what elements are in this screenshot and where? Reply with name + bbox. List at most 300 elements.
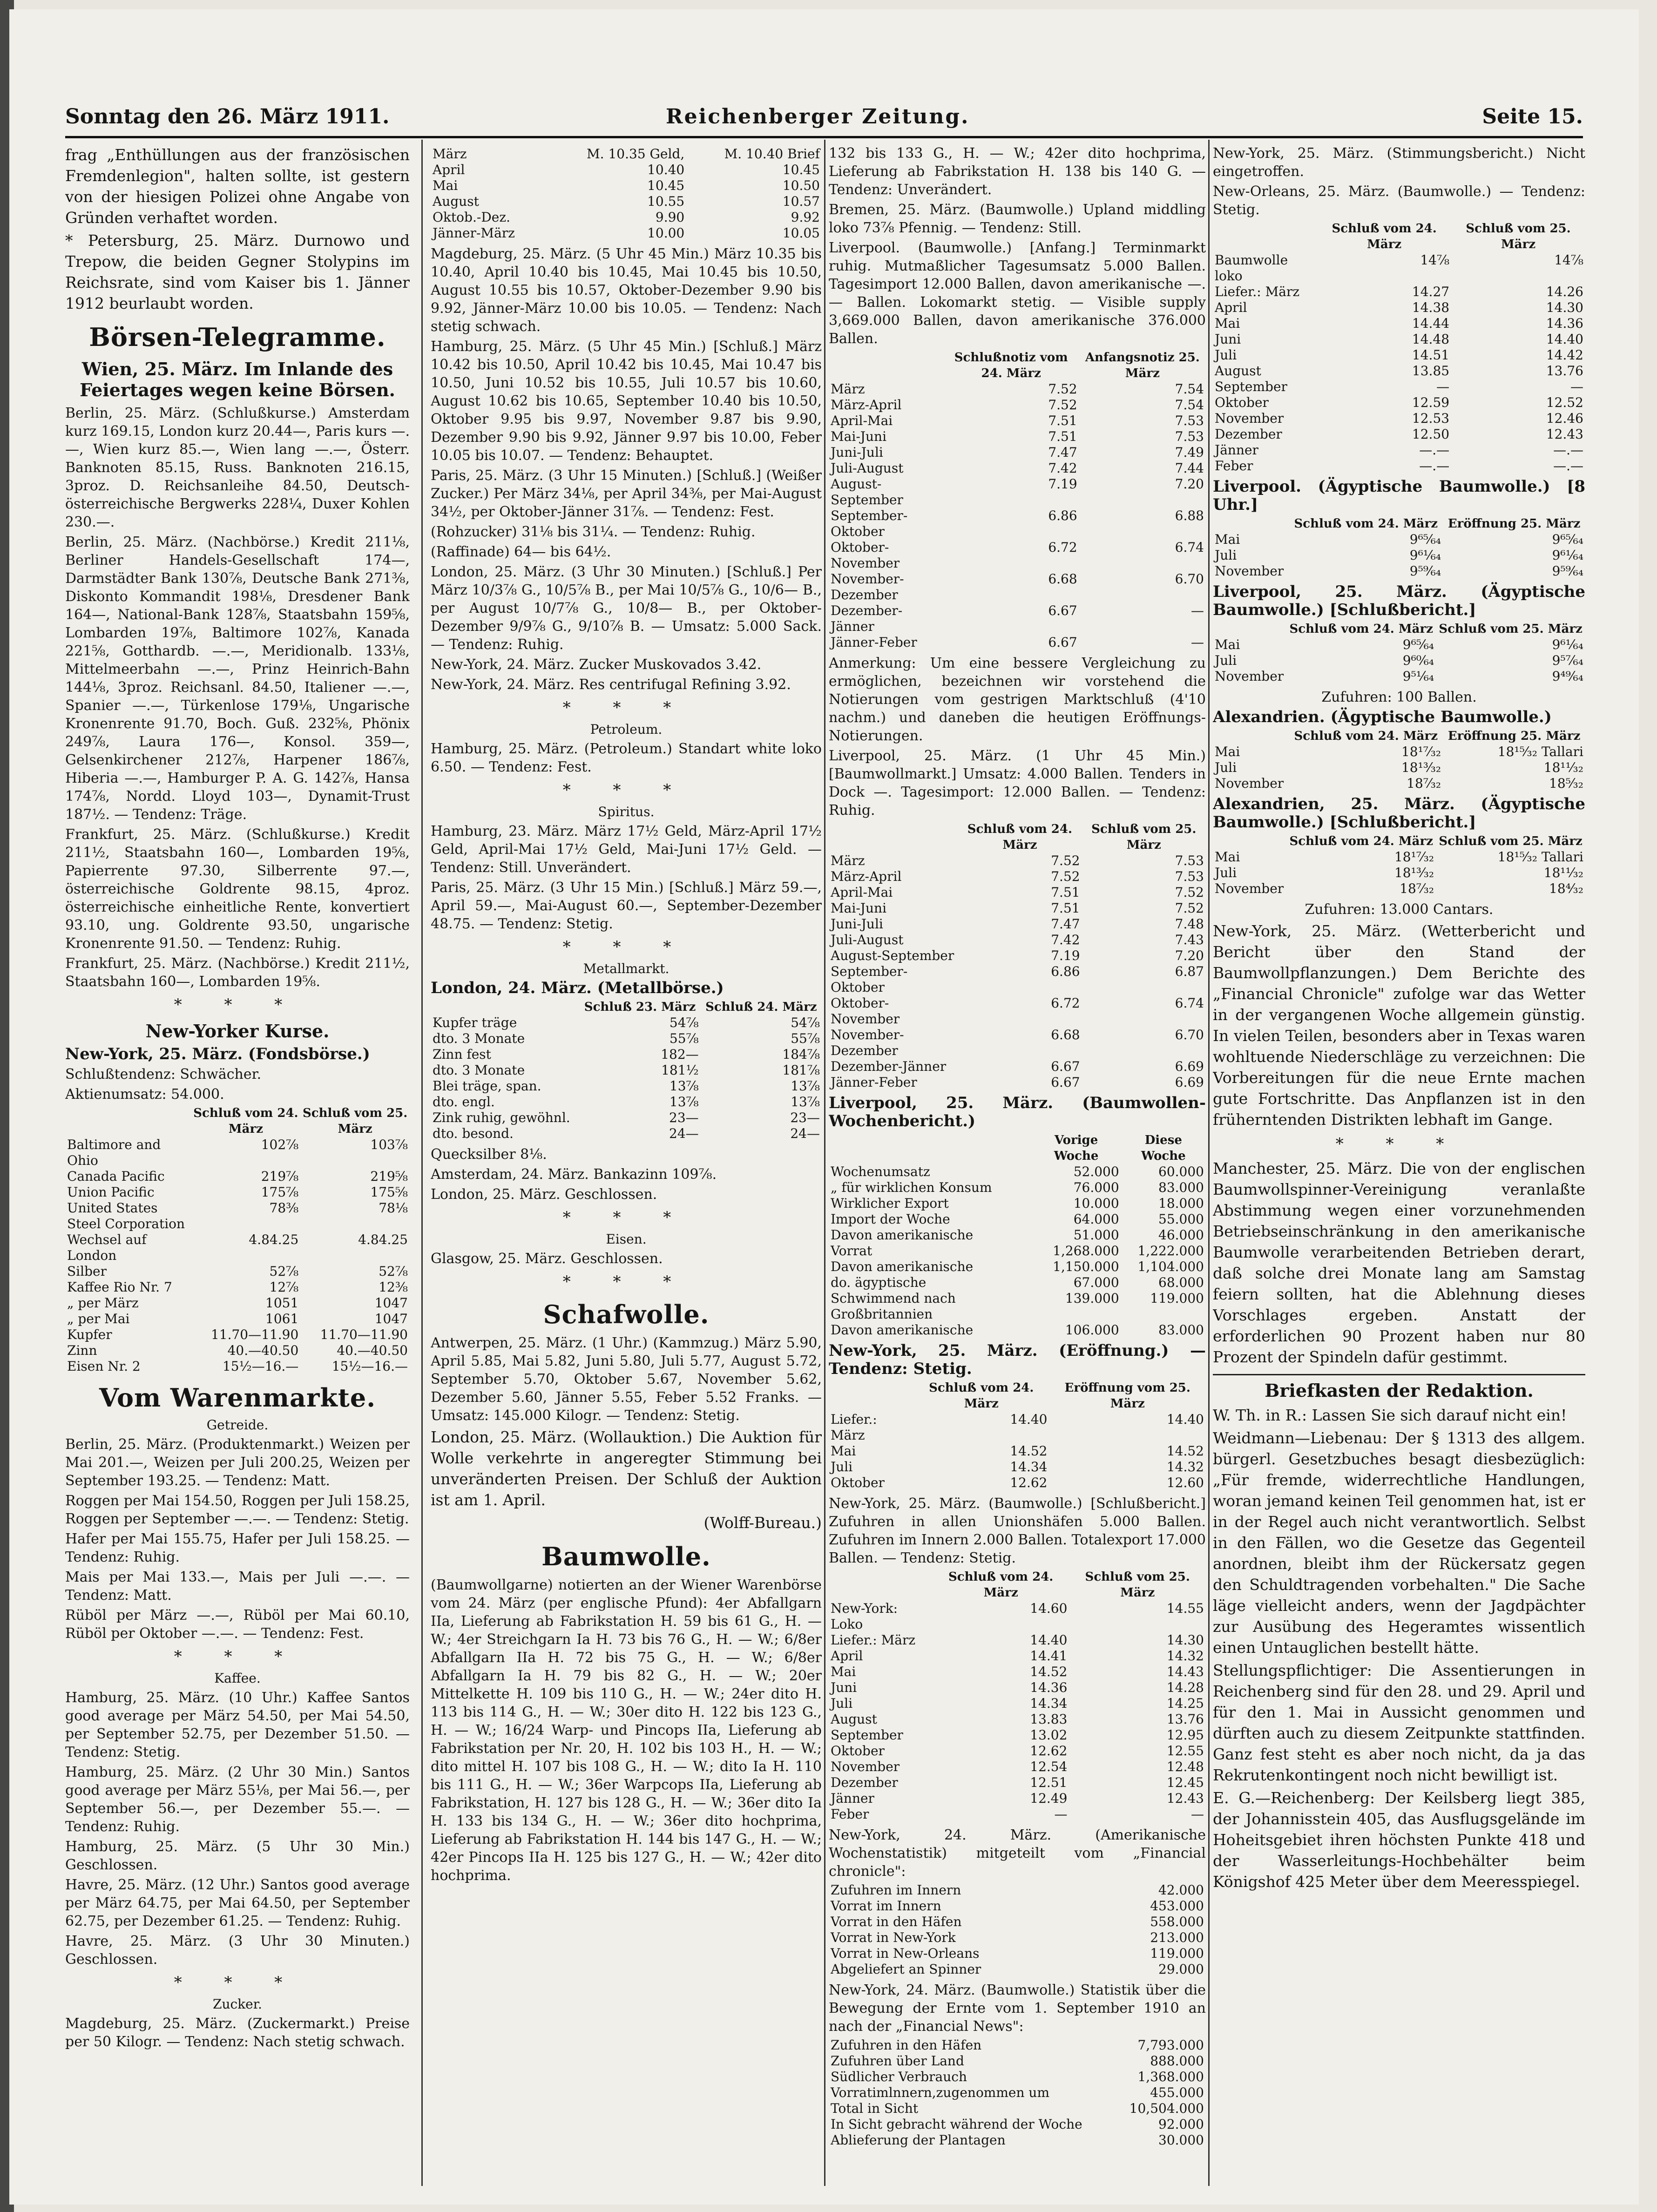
report-paris-zucker: Paris, 25. März. (3 Uhr 15 Minuten.) [Schluß.] (Weißer Zucker.) Per März 34⅛, per April 34⅜, per Mai-August 34½, per Oktober-Jänner 31⅞. — Tendenz: Fest. — [431, 467, 822, 520]
row-value: 64.000 — [1073, 1211, 1119, 1227]
row-label: dto. engl. — [433, 1094, 495, 1109]
row-value: 6.86 — [1051, 964, 1080, 979]
row-label: „ per Mai — [67, 1311, 130, 1326]
ny-stock-table: Schluß vom 24. März Schluß vom 25. März Baltimore and Ohio 102⅞ 103⅞ Canada Pacific 219⅞ 219⅝ Union Pacific 175⅞ 175⅝ United States Steel Corporation 78⅜ 78⅛ Wechsel auf London 4.84.25 4.84.25 Silber 52⅞ 52⅞ Kaffee Rio Nr. 7 12⅞ 12⅜ „ per März 1051 1047 „ per Mai 1061 1047 Kupfer 11.70—11.90 11.70—11.90 Zinn 40.—40.50 40.—40.50 Eisen Nr. 2 15½—16.— 15½—16.— — [65, 1105, 410, 1374]
row-value: 7.52 — [1048, 381, 1077, 397]
row-value: 7.51 — [1048, 413, 1077, 428]
table-row — [829, 1743, 1206, 1759]
table-row — [65, 1327, 410, 1343]
ny-volume: Aktienumsatz: 54.000. — [65, 1086, 224, 1103]
table-row — [829, 900, 1206, 916]
row-value: 7.54 — [1175, 397, 1204, 413]
row-value: 54⅞ — [669, 1015, 699, 1030]
row-value: 6.68 — [1051, 1027, 1080, 1042]
ny-heading: New-York, 25. März. (Fondsbörse.) — [65, 1045, 370, 1063]
table-row — [1213, 395, 1585, 411]
alexandrien-table: Schluß vom 24. März Eröffnung 25. März Mai 18¹⁷⁄₃₂ 18¹⁵⁄₃₂ Tallari Juli 18¹³⁄₃₂ 18¹¹⁄₃₂ November 18⁷⁄₃₂ 18⁵⁄₃₂ — [1213, 728, 1585, 791]
table-row — [829, 1459, 1206, 1475]
table-row — [829, 1696, 1206, 1711]
wien-heading: Wien, 25. März. Im Inlande des Feiertages wegen keine Börsen. — [80, 359, 395, 400]
row-value: — — [1191, 603, 1204, 618]
liverpool-anfang-table: Schlußnotiz vom 24. März Anfangsnotiz 25. März März 7.52 7.54 März-April 7.52 7.54 April-Mai 7.51 7.53 Mai-Juni 7.51 7.53 Juni-Juli 7.47 7.49 Juli-August 7.42 7.44 August-September 7.19 7.20 September-Oktober 6.86 6.88 Oktober-November 6.72 6.74 November-Dezember 6.68 6.70 Dezember-Jänner 6.67 — Jänner-Feber 6.67 — — [829, 350, 1206, 650]
row-value: 175⅝ — [370, 1184, 408, 1200]
row-label: Juli — [1215, 347, 1237, 363]
table-row — [829, 1275, 1206, 1291]
row-value: 14.38 — [1412, 300, 1450, 315]
row-label: Juli — [831, 1696, 853, 1711]
row-label: November — [1215, 411, 1284, 426]
ny-schluss-table: Schluß vom 24. März Schluß vom 25. März New-York: Loko 14.60 14.55 Liefer.: März 14.40 14.30 April 14.41 14.32 Mai 14.52 14.43 Juni 14.36 14.28 Juli 14.34 14.25 August 13.83 13.76 September 13.02 12.95 Oktober 12.62 12.55 November 12.54 12.48 Dezember 12.51 12.45 Jänner 12.49 12.43 Feber — — — [829, 1569, 1206, 1822]
table-row — [431, 210, 822, 225]
row-value: 139.000 — [1065, 1291, 1119, 1306]
letter-reply-4: E. G.—Reichenberg: Der Keilsberg liegt 385, der Johannisstein 405, das Ausflugsgelände im Hoheitsgebiet ihren höchsten Punkte 418 und der Wasserleitungs-Hochbehälter beim Königshof 425 Meter über dem Meeresspiegel. — [1213, 1789, 1585, 1891]
row-label: Mai — [433, 178, 458, 193]
row-label: Oktob.-Dez. — [433, 210, 510, 225]
row-value: 12.50 — [1412, 426, 1450, 442]
row-value: 12.62 — [1030, 1743, 1068, 1759]
row-label: August-September — [831, 948, 954, 963]
row-value: — — [1191, 1806, 1204, 1822]
table-row — [829, 635, 1206, 650]
page-header — [65, 105, 1583, 133]
row-label: Wirklicher Export — [831, 1196, 949, 1211]
row-label: August — [1215, 363, 1261, 379]
ny-erntebewegung-table — [829, 2037, 1206, 2148]
row-label: September — [831, 1727, 903, 1743]
letter-reply-2: Weidmann—Liebenau: Der § 1313 des allgem. bürgerl. Gesetzbuches besagt diesbezüglich: „Für fremde, widerrechtliche Handlungen, woran jemand keinen Teil genommen hat, ist er in der Regel auch nicht verantwortlich. Selbst in den Fällen, wo die Gesetze das Gegenteil anordnen, bleibt ihm der Rückersatz gegen den Schuldtragenden vorbehalten." Die Sache läge vielleicht anders, wenn der Jagdpächter zur Ausübung des Hegeramtes wissentlich einen Untauglichen bestellt hätte. — [1213, 1429, 1585, 1657]
row-value: 1061 — [265, 1311, 299, 1326]
row-value: 7.19 — [1048, 476, 1077, 492]
row-value: 10.00 — [647, 225, 685, 241]
row-label: dto. 3 Monate — [433, 1062, 525, 1078]
column-divider — [421, 140, 423, 2186]
row-value: 6.69 — [1175, 1075, 1204, 1090]
table-row — [1213, 669, 1585, 684]
row-value: 9⁶⁵⁄₆₄ — [1402, 637, 1434, 652]
row-value: 1051 — [265, 1295, 299, 1311]
table-row — [829, 445, 1206, 460]
report-havre-1: Havre, 25. März. (12 Uhr.) Santos good average per März 64.75, per Mai 64.50, per September 62.75, per Dezember 61.25. — Tendenz: Ruhig. — [65, 1877, 410, 1929]
subsection-eisen: Eisen. — [606, 1231, 647, 1247]
row-value: 7.48 — [1175, 916, 1204, 932]
header-title: Reichenberger Zeitung. — [666, 105, 970, 129]
table-row — [1213, 426, 1585, 442]
section-title-schafwolle: Schafwolle. — [543, 1299, 710, 1329]
row-value: 14.30 — [1166, 1632, 1204, 1648]
row-value: 12.62 — [1010, 1475, 1048, 1490]
table-row — [431, 1078, 822, 1094]
row-value: 10.45 — [647, 178, 685, 193]
table-row — [65, 1311, 410, 1327]
report-london-wollauktion: London, 25. März. (Wollauktion.) Die Auktion für Wolle verkehrte in angeregter Stimmung bei unveränderten Preisen. Der Schluß der Auktion ist am 1. April. — [431, 1428, 822, 1509]
table-row — [829, 1711, 1206, 1727]
row-label: Ablieferung der Plantagen — [831, 2132, 1006, 2148]
table-row — [829, 540, 1206, 571]
ny-wochenstatistik-table — [829, 1882, 1206, 1977]
row-value: 7.53 — [1175, 853, 1204, 868]
table-row — [65, 1343, 410, 1359]
row-label: Zinn — [67, 1343, 97, 1358]
row-value: 18⁴⁄₃₂ — [1549, 881, 1583, 896]
row-value: 12.59 — [1412, 395, 1450, 410]
row-value: 12.45 — [1166, 1775, 1204, 1790]
report-london-geschlossen: London, 25. März. Geschlossen. — [431, 1186, 657, 1203]
report-amsterdam: Amsterdam, 24. März. Bankazinn 109⅞. — [431, 1166, 717, 1183]
row-value: 9⁵⁹⁄₆₄ — [1409, 563, 1441, 579]
row-label: Juli-August — [831, 932, 904, 947]
column-3 — [829, 144, 1206, 2184]
table-row — [829, 2101, 1206, 2117]
report-hamburg-spiritus: Hamburg, 23. März. März 17½ Geld, März-April 17½ Geld, April-Mai 17½ Geld, Mai-Juni 17½ Geld. — Tendenz: Still. Unverändert. — [431, 823, 822, 876]
separator-stars: * * * — [174, 1647, 301, 1666]
liverpool-wochenbericht-heading: Liverpool, 25. März. (Baumwollen-Wochenbericht.) — [829, 1094, 1206, 1130]
row-label: November — [1215, 776, 1284, 791]
separator-stars: * * * — [562, 1272, 690, 1291]
row-value: 7.51 — [1051, 885, 1080, 900]
row-value: 103⅞ — [370, 1137, 408, 1152]
row-label: Mai — [1215, 532, 1240, 547]
row-value: 9⁶¹⁄₆₄ — [1409, 548, 1441, 563]
row-value: 14⅞ — [1554, 252, 1583, 268]
row-label: Liefer.: März — [831, 1412, 877, 1443]
row-value: 10,504.000 — [1129, 2101, 1204, 2116]
table-row — [1213, 363, 1585, 379]
row-label: Oktober-November — [831, 995, 900, 1027]
row-label: März-April — [831, 869, 902, 884]
row-value: 14.52 — [1030, 1664, 1068, 1679]
table-row — [431, 1031, 822, 1047]
table-row — [829, 2037, 1206, 2053]
report-paris-spiritus: Paris, 25. März. (3 Uhr 15 Min.) [Schluß.] März 59.—, April 59.—, Mai-August 60.—, September-Dezember 48.75. — Tendenz: Stetig. — [431, 879, 822, 932]
row-value: 7.47 — [1051, 916, 1080, 932]
row-value: 18¹⁷⁄₃₂ — [1401, 744, 1441, 759]
row-value: M. 10.35 Geld, — [587, 146, 685, 162]
header-page-number: Seite 15. — [1482, 105, 1583, 129]
table-row — [65, 1232, 410, 1264]
table-row — [1213, 300, 1585, 316]
liverpool-aegypt-schluss-heading: Liverpool, 25. März. (Ägyptische Baumwolle.) [Schlußbericht.] — [1213, 582, 1585, 619]
row-value: 7.51 — [1051, 900, 1080, 916]
table-row — [65, 1169, 410, 1184]
liverpool-aegypt-heading: Liverpool. (Ägyptische Baumwolle.) [8 Uhr.] — [1213, 477, 1585, 514]
row-label: Mai — [1215, 849, 1240, 865]
row-value: 12.51 — [1030, 1775, 1068, 1790]
letter-reply-1: W. Th. in R.: Lassen Sie sich darauf nicht ein! — [1213, 1406, 1567, 1424]
row-value: 7.44 — [1175, 460, 1204, 476]
row-label: August — [433, 194, 479, 209]
row-value: 14.43 — [1166, 1664, 1204, 1679]
subsection-kaffee: Kaffee. — [214, 1671, 261, 1686]
row-label: Liefer.: März — [831, 1632, 916, 1648]
row-value: 888.000 — [1150, 2053, 1204, 2069]
row-value: 1047 — [374, 1295, 408, 1311]
row-label: Juni — [1215, 331, 1241, 347]
row-value: 1,150.000 — [1053, 1259, 1119, 1274]
row-value: 6.88 — [1175, 508, 1204, 523]
table-row — [1213, 744, 1585, 760]
zufuhren-cantars: Zufuhren: 13.000 Cantars. — [1305, 901, 1494, 918]
row-value: 6.74 — [1175, 995, 1204, 1011]
section-title-newyork: New-Yorker Kurse. — [145, 1021, 330, 1042]
row-value: 9⁶⁵⁄₆₄ — [1552, 532, 1583, 547]
row-label: Wechsel auf London — [67, 1232, 147, 1263]
report-havre-2: Havre, 25. März. (3 Uhr 30 Minuten.) Geschlossen. — [65, 1933, 410, 1968]
row-value: 14.55 — [1166, 1601, 1204, 1616]
row-label: Total in Sicht — [831, 2101, 919, 2116]
row-label: Vorrat in New-York — [831, 1930, 956, 1945]
row-value: 92.000 — [1158, 2117, 1204, 2132]
row-value: 12.55 — [1166, 1743, 1204, 1759]
row-value: 7.52 — [1175, 900, 1204, 916]
row-label: September-Oktober — [831, 964, 908, 995]
row-value: 14.41 — [1030, 1648, 1068, 1664]
row-value: M. 10.40 Brief — [724, 146, 820, 162]
row-label: November-Dezember — [831, 571, 904, 602]
row-value: 52⅞ — [379, 1264, 408, 1279]
row-label: Blei träge, span. — [433, 1078, 541, 1094]
row-label: Oktober — [831, 1743, 885, 1759]
row-value: 24— — [790, 1126, 820, 1141]
liverpool-aegypt-schluss-table: Schluß vom 24. März Schluß vom 25. März Mai 9⁶⁵⁄₆₄ 9⁶¹⁄₆₄ Juli 9⁶⁰⁄₆₄ 9⁵⁷⁄₆₄ November 9⁵¹⁄₆₄ 9⁴⁹⁄₆₄ — [1213, 621, 1585, 684]
row-label: Wochenumsatz — [831, 1164, 930, 1179]
row-value: —.— — [1553, 458, 1583, 474]
table-row — [431, 1094, 822, 1110]
row-label: Mai — [1215, 316, 1240, 331]
table-row — [829, 1791, 1206, 1806]
row-value: 18⁵⁄₃₂ — [1549, 776, 1583, 791]
subsection-zucker: Zucker. — [213, 1996, 262, 2012]
table-row — [829, 2053, 1206, 2069]
row-value: 12.48 — [1166, 1759, 1204, 1774]
row-value: 181⅞ — [782, 1062, 820, 1078]
row-value: 6.70 — [1175, 571, 1204, 587]
table-row — [1213, 865, 1585, 881]
row-label: November — [1215, 563, 1284, 579]
table-row — [1213, 563, 1585, 579]
table-row — [829, 1322, 1206, 1338]
row-value: 46.000 — [1158, 1227, 1204, 1243]
row-label: Jänner — [831, 1791, 874, 1806]
row-label: Zinn fest — [433, 1047, 491, 1062]
liverpool-wochen-table: Vorige Woche Diese Woche Wochenumsatz 52.000 60.000 „ für wirklichen Konsum 76.000 83.000 Wirklicher Export 10.000 18.000 Import der Woche 64.000 55.000 Davon amerikanische 51.000 46.000 Vorrat 1,268.000 1,222.000 Davon amerikanische 1,150.000 1,104.000 do. ägyptische 67.000 68.000 Schwimmend nach Großbritannien 139.000 119.000 Davon amerikanische 106.000 83.000 — [829, 1132, 1206, 1338]
table-row — [1213, 442, 1585, 458]
report-magdeburg: Magdeburg, 25. März. (5 Uhr 45 Min.) März 10.35 bis 10.40, April 10.40 bis 10.45, Mai 10.45 bis 10.50, August 10.55 bis 10.57, Oktober-Dezember 9.90 bis 9.92, Jänner-März 10.00 bis 10.05. — Tendenz: Nach stetig schwach. — [431, 246, 822, 335]
row-value: 9⁶¹⁄₆₄ — [1552, 637, 1583, 652]
row-value: 13.76 — [1546, 363, 1583, 379]
table-row — [829, 381, 1206, 397]
row-value: 14.44 — [1412, 316, 1450, 331]
row-value: 10.55 — [647, 194, 685, 209]
row-label: April — [1215, 300, 1247, 315]
table-row — [431, 194, 822, 210]
report-rueboel: Rüböl per März —.—, Rüböl per Mai 60.10, Rüböl per Oktober —.—. — Tendenz: Fest. — [65, 1607, 410, 1642]
row-label: Mai — [1215, 744, 1240, 759]
row-value: 7.20 — [1175, 948, 1204, 963]
table-row — [829, 1227, 1206, 1243]
table-row — [65, 1184, 410, 1200]
row-label: Eisen Nr. 2 — [67, 1359, 141, 1374]
row-label: April — [831, 1648, 863, 1664]
row-value: 1047 — [374, 1311, 408, 1326]
row-value: 9⁵¹⁄₆₄ — [1402, 669, 1434, 684]
table-row — [1213, 637, 1585, 653]
row-label: September — [1215, 379, 1287, 394]
row-value: 7.54 — [1175, 381, 1204, 397]
row-value: 14.52 — [1166, 1443, 1204, 1459]
row-value: 13⅞ — [669, 1094, 699, 1109]
table-row — [829, 2085, 1206, 2101]
source-wolff: (Wolff-Bureau.) — [703, 1514, 822, 1532]
row-value: 12.53 — [1412, 411, 1450, 426]
row-value: 18¹⁵⁄₃₂ Tallari — [1497, 744, 1583, 759]
sugar-price-table — [431, 146, 822, 241]
row-label: do. ägyptische — [831, 1275, 927, 1290]
header-rule — [65, 136, 1583, 138]
report-garne-continued: 132 bis 133 G., H. — W.; 42er dito hochprima, Lieferung ab Fabrikstation H. 138 bis 140 G. — Tendenz: Unverändert. — [829, 145, 1206, 198]
row-label: Oktober — [1215, 395, 1269, 410]
row-value: 30.000 — [1158, 2132, 1204, 2148]
row-label: Vorratimlnnern,zugenommen um — [831, 2085, 1049, 2100]
table-row — [1213, 532, 1585, 548]
row-value: 12⅜ — [379, 1279, 408, 1295]
table-row — [1213, 458, 1585, 474]
row-label: Baumwolle loko — [1215, 252, 1288, 284]
table-row — [1213, 331, 1585, 347]
article-manchester: Manchester, 25. März. Die von der englischen Baumwollspinner-Vereinigung veranlaßte Abstimmung wegen einer vorzunehmenden Betriebseinschränkung in den amerikanische Baumwolle verarbeitenden Betrieben derart, daß solche drei Monate lang am Samstag feiern sollten, hat die Ablehnung dieses Vorschlages ergeben. Anstatt der erforderlichen 90 Prozent haben nur 80 Prozent der Spindeln dafür gestimmt. — [1213, 1159, 1585, 1366]
row-value: 52.000 — [1073, 1164, 1119, 1179]
row-value: 6.68 — [1048, 571, 1077, 587]
row-label: United States Steel Corporation — [67, 1200, 185, 1231]
row-value: 12.43 — [1546, 426, 1583, 442]
table-row — [431, 1110, 822, 1126]
row-label: dto. besond. — [433, 1126, 514, 1141]
row-label: März — [433, 146, 467, 162]
table-row — [1213, 411, 1585, 426]
section-title-baumwolle: Baumwolle. — [541, 1542, 711, 1571]
table-row — [65, 1200, 410, 1232]
row-value: 23— — [669, 1110, 699, 1125]
row-value: 6.69 — [1175, 1059, 1204, 1074]
table-row — [829, 1946, 1206, 1962]
row-value: 7.52 — [1175, 885, 1204, 900]
table-row — [829, 2117, 1206, 2132]
section-title-briefkasten: Briefkasten der Redaktion. — [1213, 1374, 1585, 1401]
row-label: Vorrat in den Häfen — [831, 1914, 962, 1929]
table-row — [829, 1196, 1206, 1211]
table-row — [829, 964, 1206, 995]
row-value: 83.000 — [1158, 1180, 1204, 1195]
separator-stars: * * * — [174, 1973, 301, 1992]
row-value: 13.76 — [1166, 1711, 1204, 1727]
row-label: Vorrat in New-Orleans — [831, 1946, 980, 1961]
alexandrien-schluss-heading: Alexandrien, 25. März. (Ägyptische Baumwolle.) [Schlußbericht.] — [1213, 795, 1585, 832]
row-label: Vorrat — [831, 1243, 872, 1258]
table-row — [829, 853, 1206, 869]
row-value: 18¹¹⁄₃₂ — [1543, 865, 1583, 880]
row-label: November — [1215, 669, 1284, 684]
row-value: 12.95 — [1166, 1727, 1204, 1743]
row-label: Dezember — [831, 1775, 898, 1790]
table-row — [829, 1914, 1206, 1930]
report-glasgow: Glasgow, 25. März. Geschlossen. — [431, 1251, 663, 1267]
ny-eroeffnung-heading: New-York, 25. März. (Eröffnung.) — Tendenz: Stetig. — [829, 1341, 1206, 1378]
separator-stars: * * * — [1335, 1135, 1463, 1153]
table-row — [829, 460, 1206, 476]
row-value: 6.87 — [1175, 964, 1204, 979]
row-value: 14⅞ — [1420, 252, 1450, 268]
row-label: Mai-Juni — [831, 429, 887, 444]
row-value: 14.25 — [1166, 1696, 1204, 1711]
row-value: 18¹³⁄₃₂ — [1401, 760, 1441, 775]
alexandrien-heading: Alexandrien. (Ägyptische Baumwolle.) — [1213, 708, 1552, 726]
row-label: New-York: Loko — [831, 1601, 898, 1632]
table-row — [1213, 379, 1585, 395]
row-value: 1,268.000 — [1053, 1243, 1119, 1258]
row-value: 10.50 — [782, 178, 820, 193]
table-row — [829, 1806, 1206, 1822]
table-row — [1213, 760, 1585, 776]
row-label: November — [1215, 881, 1284, 896]
row-value: 6.72 — [1051, 995, 1080, 1011]
row-value: 15½—16.— — [331, 1359, 408, 1374]
row-value: 52⅞ — [269, 1264, 299, 1279]
table-row — [1213, 849, 1585, 865]
table-row — [65, 1264, 410, 1279]
row-label: August-September — [831, 476, 903, 507]
row-value: 7.19 — [1051, 948, 1080, 963]
liverpool-schluss-table: Schluß vom 24. März Schluß vom 25. März März 7.52 7.53 März-April 7.52 7.53 April-Mai 7.51 7.52 Mai-Juni 7.51 7.52 Juni-Juli 7.47 7.48 Juli-August 7.42 7.43 August-September 7.19 7.20 September-Oktober 6.86 6.87 Oktober-November 6.72 6.74 November-Dezember 6.68 6.70 Dezember-Jänner 6.67 6.69 Jänner-Feber 6.67 6.69 — [829, 821, 1206, 1090]
table-row — [65, 1295, 410, 1311]
row-value: 9⁵⁷⁄₆₄ — [1552, 653, 1583, 668]
separator-stars: * * * — [562, 781, 690, 799]
column-1 — [65, 144, 410, 2184]
table-row — [829, 1059, 1206, 1075]
row-label: Südlicher Verbrauch — [831, 2069, 967, 2084]
table-row — [829, 1680, 1206, 1696]
report-ny-erntebewegung: New-York, 24. März. (Baumwolle.) Statistik über die Bewegung der Ernte vom 1. September 1910 an nach der „Financial News": — [829, 1982, 1206, 2035]
table-row — [829, 948, 1206, 964]
row-label: Silber — [67, 1264, 107, 1279]
row-label: „ per März — [67, 1295, 139, 1311]
table-row — [431, 162, 822, 178]
row-label: Jänner-Feber — [831, 635, 917, 650]
row-value: 219⅞ — [261, 1169, 299, 1184]
row-value: 9.90 — [655, 210, 685, 225]
table-row — [829, 1664, 1206, 1680]
row-label: Zink ruhig, gewöhnl. — [433, 1110, 570, 1125]
report-rohzucker: (Rohzucker) 31⅛ bis 31¼. — Tendenz: Ruhig. — [431, 524, 756, 540]
row-value: 14.30 — [1546, 300, 1583, 315]
separator-stars: * * * — [174, 995, 301, 1014]
row-value: 7.42 — [1048, 460, 1077, 476]
row-label: April-Mai — [831, 885, 893, 900]
row-value: 13⅞ — [791, 1078, 820, 1094]
report-new-orleans: New-Orleans, 25. März. (Baumwolle.) — Tendenz: Stetig. — [1213, 183, 1585, 218]
separator-stars: * * * — [562, 1208, 690, 1227]
column-divider — [1208, 140, 1210, 2186]
row-value: 9⁶⁵⁄₆₄ — [1409, 532, 1441, 547]
row-value: 1,104.000 — [1137, 1259, 1204, 1274]
row-label: Zufuhren im Innern — [831, 1882, 961, 1898]
row-label: Zufuhren über Land — [831, 2053, 964, 2069]
row-value: 13.85 — [1412, 363, 1450, 379]
report-hamburg-kaffee-3: Hamburg, 25. März. (5 Uhr 30 Min.) Geschlossen. — [65, 1839, 410, 1873]
row-value: —.— — [1419, 458, 1450, 474]
row-value: 119.000 — [1150, 1946, 1204, 1961]
row-value: 12.43 — [1166, 1791, 1204, 1806]
table-row — [829, 1180, 1206, 1196]
row-value: 14.36 — [1546, 316, 1583, 331]
